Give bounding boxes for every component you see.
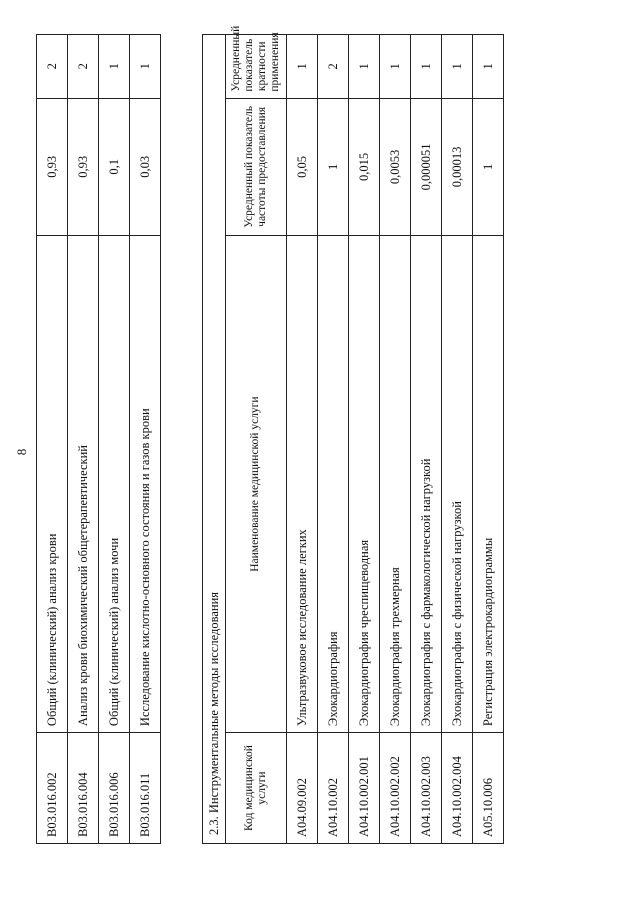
table-row <box>318 35 349 844</box>
table-row <box>130 35 161 844</box>
column-header-multiplicity: Усредненный показатель кратности применения <box>226 35 287 99</box>
multiplicity-cell: 1 <box>380 35 411 99</box>
service-code-cell: B03.016.006 <box>99 733 130 844</box>
frequency-cell: 0,015 <box>349 98 380 236</box>
service-code-cell: A04.10.002.001 <box>349 733 380 844</box>
service-code-cell: A04.10.002.004 <box>442 733 473 844</box>
instrumental-methods-table <box>202 25 504 844</box>
table-row <box>349 35 380 844</box>
service-name-cell: Эхокардиография <box>318 236 349 733</box>
service-code-cell: B03.016.002 <box>37 733 68 844</box>
service-name-cell: Ультразвуковое исследование легких <box>287 236 318 733</box>
page-number: 8 <box>14 448 29 456</box>
service-name-cell: Общий (клинический) анализ мочи <box>99 236 130 733</box>
multiplicity-cell: 2 <box>318 35 349 99</box>
lab-tests-table <box>36 34 161 844</box>
service-name-cell: Эхокардиография чреспищеводная <box>349 236 380 733</box>
multiplicity-cell: 1 <box>411 35 442 99</box>
frequency-cell: 0,03 <box>130 98 161 236</box>
frequency-cell: 0,0053 <box>380 98 411 236</box>
frequency-cell: 0,93 <box>68 98 99 236</box>
service-code-cell: A04.10.002.003 <box>411 733 442 844</box>
table-row <box>380 35 411 844</box>
service-name-cell: Исследование кислотно-основного состояния и газов крови <box>130 236 161 733</box>
service-name-cell: Эхокардиография трехмерная <box>380 236 411 733</box>
table-row <box>99 35 130 844</box>
frequency-cell: 0,1 <box>99 98 130 236</box>
service-name-cell: Анализ крови биохимический общетерапевтический <box>68 236 99 733</box>
multiplicity-cell: 1 <box>473 35 504 99</box>
frequency-cell: 0,93 <box>37 98 68 236</box>
service-code-cell: B03.016.004 <box>68 733 99 844</box>
frequency-cell: 0,05 <box>287 98 318 236</box>
section-title-row <box>203 35 226 844</box>
service-code-cell: A04.09.002 <box>287 733 318 844</box>
column-header-frequency: Усредненный показатель частоты предоставления <box>226 98 287 236</box>
service-name-cell: Регистрация электрокардиограммы <box>473 236 504 733</box>
service-code-cell: A04.10.002 <box>318 733 349 844</box>
table-row <box>442 35 473 844</box>
service-name-cell: Эхокардиография с физической нагрузкой <box>442 236 473 733</box>
table-row <box>287 35 318 844</box>
service-code-cell: A04.10.002.002 <box>380 733 411 844</box>
service-name-cell: Эхокардиография с фармакологической нагрузкой <box>411 236 442 733</box>
table-row <box>37 35 68 844</box>
table-row <box>473 35 504 844</box>
table-row <box>68 35 99 844</box>
column-header-name: Наименование медицинской услуги <box>226 236 287 733</box>
multiplicity-cell: 1 <box>442 35 473 99</box>
service-name-cell: Общий (клинический) анализ крови <box>37 236 68 733</box>
multiplicity-cell: 2 <box>68 35 99 99</box>
frequency-cell: 1 <box>473 98 504 236</box>
multiplicity-cell: 1 <box>99 35 130 99</box>
frequency-cell: 0,00013 <box>442 98 473 236</box>
service-code-cell: A05.10.006 <box>473 733 504 844</box>
multiplicity-cell: 2 <box>37 35 68 99</box>
section-title: 2.3. Инструментальные методы исследования <box>203 35 226 844</box>
frequency-cell: 1 <box>318 98 349 236</box>
multiplicity-cell: 1 <box>130 35 161 99</box>
table-header-row <box>226 35 287 844</box>
table-row <box>411 35 442 844</box>
service-code-cell: B03.016.011 <box>130 733 161 844</box>
frequency-cell: 0,000051 <box>411 98 442 236</box>
column-header-code: Код медицинской услуги <box>226 733 287 844</box>
multiplicity-cell: 1 <box>287 35 318 99</box>
multiplicity-cell: 1 <box>349 35 380 99</box>
